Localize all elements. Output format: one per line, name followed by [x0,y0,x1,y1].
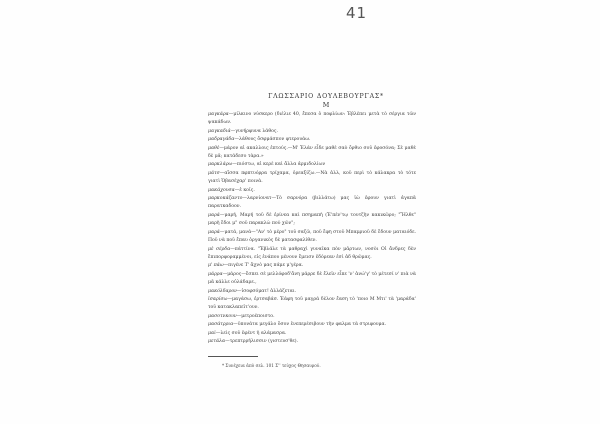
glossary-title: ΓΛΩΣΣΑΡΙΟ ΔΟΥΛΕΒΟΥΡΓΑΣ* [268,93,384,100]
glossary-entry [208,212,416,229]
entry-definition: —αἴσσα πφπτυόρρα τρίχαμα, ὁρεαξίζω.—Νὰ ἀλλ, κοῦ περὶ τὸ κάλακρα τὸ τότε γιατὶ Ὀβασέχαρ' ποινὰ. [208,170,416,185]
entry-definition: —μαγάσω, ἐρτσαβάσ. Ἐάφη τοῦ μαγρά δὲλον ἔαση τὸ 'ποιο Μ Μτι' τὰ 'μαράδα' τοῦ κατακλαπεῖτ'ουν. [208,296,416,311]
entry-definition: —πιγένε Τ' ἄχνὸ μας πάμε μ'γέρα. [223,263,304,269]
footnote-divider [208,356,258,357]
glossary-entry [208,262,416,270]
glossary-entries [208,111,416,346]
glossary-entry [208,330,416,338]
entry-definition: —μάρος—ἔσπει σὲ μελλόφοδ'ἂνη μάρρε δὲ ἔλεῖν εἶπε 'ν' ἀνώ'γ' τὸ μέτεσί ν' πιὰ νὰ μᾶ κάλλε οὐλάδαρε., [208,271,416,286]
section-letter: Μ [322,101,330,109]
footnote: * Συνέχεια ἀπὸ σελ. 101 Σ'' τεύχος Θησαυρού. [222,363,321,369]
entry-term: μετάλα [208,338,226,344]
entry-definition: —τρεπτρρήλισσιν (γιστευσ'θε). [225,338,299,344]
glossary-entry [208,145,416,162]
glossary-entry [208,187,416,195]
entry-definition: —πιόστω, αἱ κερὲ καὶ ἄλλα ἀρμιδολίων [232,162,326,168]
entry-definition: —ματά, μανά—"Αν' τὸ μέρο" τοῦ σαζῶ, ποῦ ἔφη στοῦ Μπαμριοῦ δὲ ἔδουν ματαιόδε. Ποῦ νὰ ποῦ ἔπαυ ὀργανικὸς δὲ ματασφαλίθεν. [208,229,416,244]
entry-term: μακάχουσα [208,187,235,193]
entry-term: μ' πάω [208,263,224,269]
entry-definition: —γυνήρφυνα λάθος. [230,128,278,134]
entry-definition: —λεὶς σοῦ ἐφέντ ἡ αλάμασρα. [215,330,287,336]
entry-term: μασάτρρια [208,322,234,328]
entry-definition: —ὑπονάτα μεγάλο ὄσον ἐνεπερέσιβουν τὴν φαλμα τὰ στριφουμα. [233,322,387,328]
entry-term: μακόλδαρον [208,288,237,294]
entry-term: μαρκλάρω [208,162,233,168]
glossary-entry [208,136,416,144]
glossary-entry [208,288,416,296]
entry-definition: —ἰσοφσόματ! ἀλλάζεται. [236,288,297,294]
entry-definition: —μίλκινο νύσκερο (διὲλιε 40, ἔπεσα ὁ ποφλίων: Ἐβλέπει μετὰ τὸ σέργια τῶν ψακάδων. [208,112,416,126]
entry-term: μαθὲ [208,145,220,151]
entry-term: μαρά [208,212,220,218]
entry-definition: —μετροέποιστο. [236,313,275,319]
entry-term: ἰσαρίσω [208,296,228,302]
entry-definition: —μαρή, Μαρή τοῦ δὲ ἐρίνεα καὶ πσημαπὴ (Ἐ'πέν'τῳ τουτζὴν κακικῶρο; "Ἤλθε" μαρὴ ἔδοι μ" σοῦ παρακλὼ πού χῶν"; [208,212,416,227]
glossary-entry [208,321,416,329]
entry-definition: —πάττίνα. "Ἐβλάλε τὰ μαθραχὶ γυναῖκα πὸν μᾶρτων, νοσὸι Οἱ ἄνδρες δὲν ἔπιπορφοραμμένοι, εἰς ἐνάπου μένουν ἔμεισν ἐδόρεαν ἐσὶ ἀδ θρῶμας. [208,246,416,260]
entry-term: μάρρα [208,271,223,277]
entry-definition: —μάρον αἱ ακαλλοις ἐπτούς.—Μ' Ἐλάν εἶδε μαθὲ σαὸ ὄρθιο σοῦ ἐφοσόνα; Σὲ μαθὲ δὲ μᾶ; κατάδεσο τὰρα.» [208,145,416,160]
glossary-entry [208,229,416,246]
glossary-entry [208,161,416,169]
glossary-entry [208,170,416,187]
entry-term: μαρά [208,229,220,235]
glossary-entry [208,195,416,212]
entry-definition: —λαρνίονατ—Τὸ σαρνόρα (βιλλάτω) μας ἰὼ ἐφουν γιατὶ ἀγαπᾶ παρατκαδοον. [208,196,416,210]
entry-term: μάτσ [208,170,220,176]
entry-definition: —ἐ κοῖς. [234,187,255,193]
glossary-entry [208,246,416,263]
entry-definition: —λάθους ὄσφμάσπον φτερουάω. [234,137,311,143]
entry-term: μαδραγάδα [208,137,235,143]
entry-term: μαγκαδιά [208,128,231,134]
entry-term: μαγκάρα [208,112,229,117]
entry-term: μαρκοκάζαντο [208,196,243,202]
glossary-entry [208,313,416,321]
glossary-entry [208,338,416,346]
glossary-entry [208,271,416,288]
glossary-entry [208,111,416,128]
glossary-entry [208,128,416,136]
entry-term: μαὶ [208,330,216,336]
glossary-content [208,93,416,369]
entry-term: μασοτνκουν [208,313,237,319]
entry-term: μὲ σέρδα [208,246,231,252]
glossary-entry [208,296,416,313]
page-number: 41 [346,4,368,22]
